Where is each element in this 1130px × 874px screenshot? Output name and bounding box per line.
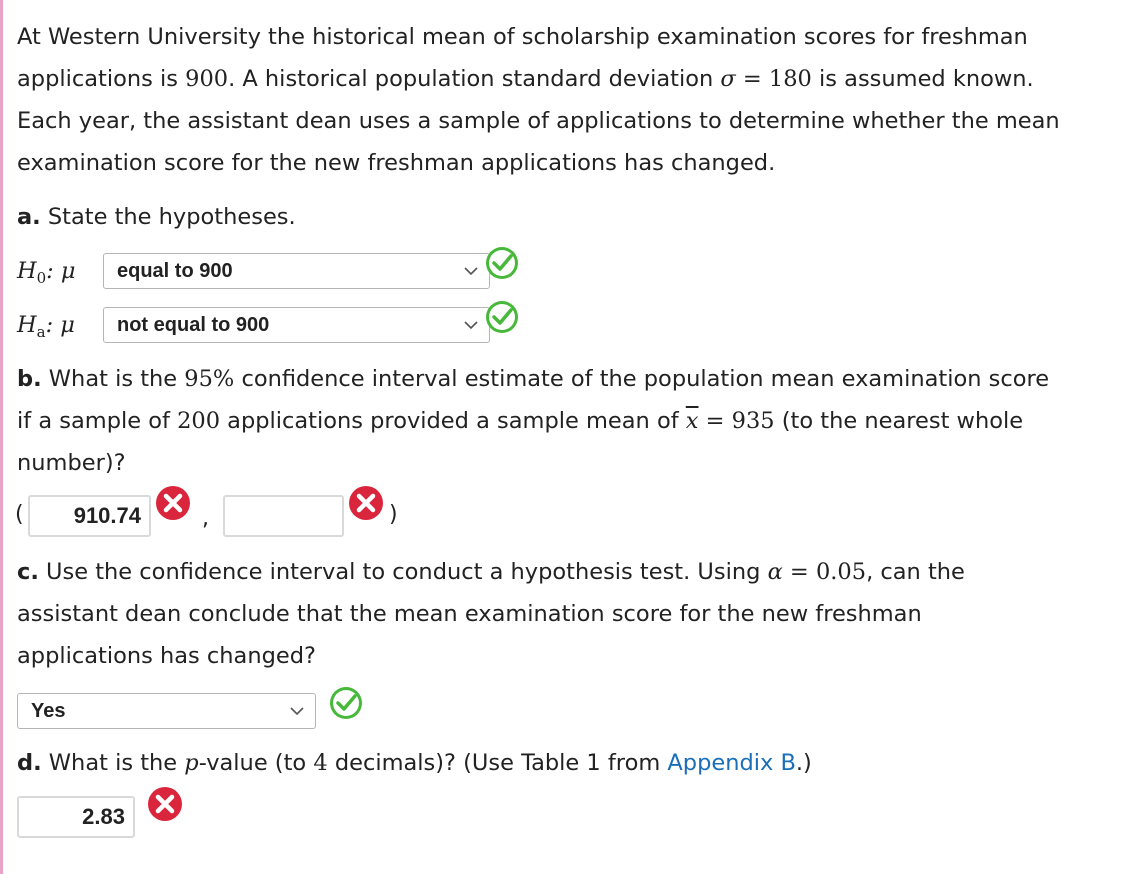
part-c-prompt-line-2: assistant dean conclude that the mean examination score for the new freshman (17, 601, 922, 627)
ha-label: $H_a$: μ (17, 312, 75, 341)
intro-line-1: At Western University the historical mean of scholarship examination scores for freshman (17, 24, 1028, 50)
intro-line-2: applications is 900. A historical population standard deviation σ = 180 is assumed known. (17, 66, 1034, 92)
part-b-prompt-line-1: b. What is the 95% confidence interval estimate of the population mean examination score (17, 366, 1050, 392)
h0-dropdown[interactable] (103, 253, 490, 289)
chevron-down-icon (463, 317, 479, 333)
correct-check-icon (484, 299, 520, 335)
part-b-prompt-line-2: if a sample of 200 applications provided a sample mean of $\overline{x} = 935$ (to the nearest whole (17, 408, 1024, 434)
appendix-b-link[interactable]: Appendix B (667, 750, 796, 776)
h0-selected-value: equal to 900 (117, 259, 233, 282)
chevron-down-icon (463, 263, 479, 279)
part-a-prompt: a. State the hypotheses. (17, 204, 296, 230)
p-value-input[interactable]: 2.83 (17, 796, 135, 838)
intro-line-4: examination score for the new freshman applications has changed. (17, 150, 776, 176)
open-paren: ( (15, 502, 24, 527)
conclusion-selected-value: Yes (31, 699, 66, 722)
part-b-prompt-line-3: number)? (17, 450, 126, 476)
correct-check-icon (328, 685, 364, 721)
incorrect-x-icon (348, 485, 384, 521)
ha-dropdown[interactable] (103, 307, 490, 343)
part-d-prompt: d. What is the p-value (to 4 decimals)? (Use Table 1 from Appendix B.) (17, 750, 812, 776)
ci-lower-input[interactable]: 910.74 (28, 495, 151, 537)
ci-upper-input[interactable] (223, 495, 344, 537)
incorrect-x-icon (155, 485, 191, 521)
h0-label: $H_0$: μ (17, 258, 76, 287)
conclusion-dropdown[interactable] (17, 693, 316, 729)
left-accent-bar (0, 0, 3, 874)
ha-selected-value: not equal to 900 (117, 313, 270, 336)
close-paren: ) (389, 502, 398, 527)
intro-line-3: Each year, the assistant dean uses a sample of applications to determine whether the mean (17, 108, 1060, 134)
chevron-down-icon (289, 703, 305, 719)
part-c-prompt-line-3: applications has changed? (17, 643, 316, 669)
correct-check-icon (484, 245, 520, 281)
comma: , (202, 506, 209, 531)
incorrect-x-icon (147, 786, 183, 822)
part-c-prompt-line-1: c. Use the confidence interval to conduct a hypothesis test. Using α = 0.05, can the (17, 559, 965, 585)
